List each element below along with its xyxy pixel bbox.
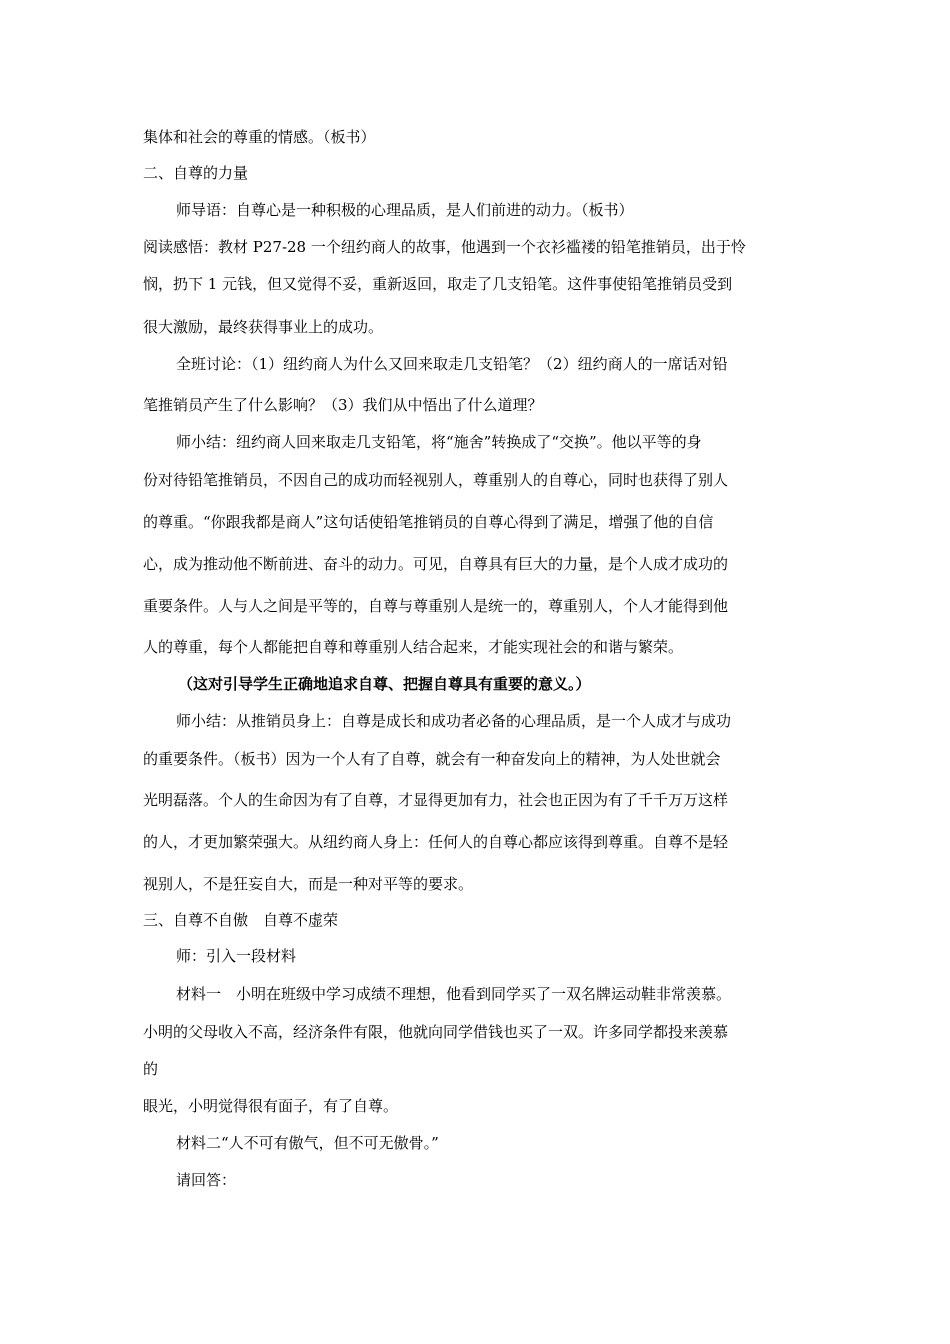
text-line: 材料一 小明在班级中学习成绩不理想，他看到同学买了一双名牌运动鞋非常羡慕。 <box>176 985 732 1003</box>
text-line: 请回答： <box>176 1171 237 1189</box>
text-line: 份对待铅笔推销员，不因自己的成功而轻视别人，尊重别人的自尊心，同时也获得了别人 <box>143 471 729 489</box>
text-line: 很大激励，最终获得事业上的成功。 <box>143 318 384 336</box>
text-line: 视别人，不是狂妄自大，而是一种对平等的要求。 <box>143 875 474 893</box>
text-line: 师小结：纽约商人回来取走几支铅笔，将“施舍”转换成了“交换”。他以平等的身 <box>176 433 702 451</box>
text-line: 小明的父母收入不高，经济条件有限，他就向同学借钱也买了一双。许多同学都投来羡慕 <box>143 1023 729 1041</box>
text-line: 材料二“人不可有傲气，但不可无傲骨。” <box>176 1134 439 1152</box>
text-line: 悯，扔下 1 元钱，但又觉得不妥，重新返回，取走了几支铅笔。这件事使铅笔推销员受到 <box>143 275 733 293</box>
text-line: 人的尊重，每个人都能把自尊和尊重别人结合起来，才能实现社会的和谐与繁荣。 <box>143 638 684 656</box>
section-heading: 二、自尊的力量 <box>143 164 249 182</box>
text-line: 的尊重。“你跟我都是商人”这句话使铅笔推销员的自尊心得到了满足，增强了他的自信 <box>143 513 714 531</box>
text-line: 师导语：自尊心是一种积极的心理品质，是人们前进的动力。（板书） <box>176 201 634 219</box>
text-line: 笔推销员产生了什么影响？（3）我们从中悟出了什么道理？ <box>143 396 543 414</box>
text-line: 眼光，小明觉得很有面子，有了自尊。 <box>143 1097 399 1115</box>
text-line: 师：引入一段材料 <box>176 947 297 965</box>
text-line: 的人，才更加繁荣强大。从纽约商人身上：任何人的自尊心都应该得到尊重。自尊不是轻 <box>143 833 729 851</box>
text-line: 的重要条件。（板书）因为一个人有了自尊，就会有一种奋发向上的精神，为人处世就会 <box>143 750 721 768</box>
text-line: 光明磊落。个人的生命因为有了自尊，才显得更加有力，社会也正因为有了千千万万这样 <box>143 791 729 809</box>
text-line: 集体和社会的尊重的情感。（板书） <box>143 128 376 146</box>
text-line: 心，成为推动他不断前进、奋斗的动力。可见，自尊具有巨大的力量，是个人成才成功的 <box>143 555 729 573</box>
text-line: 阅读感悟：教材 P27-28 一个纽约商人的故事，他遇到一个衣衫褴褛的铅笔推销员，出于怜 <box>143 238 746 256</box>
text-line: 师小结：从推销员身上：自尊是成长和成功者必备的心理品质，是一个人成才与成功 <box>176 712 732 730</box>
text-line: 的 <box>143 1060 159 1078</box>
section-heading: 三、自尊不自傲 自尊不虚荣 <box>143 911 339 929</box>
bold-note: （这对引导学生正确地追求自尊、把握自尊具有重要的意义。） <box>178 675 591 693</box>
text-line: 全班讨论：（1）纽约商人为什么又回来取走几支铅笔？（2）纽约商人的一席话对铅 <box>176 355 728 373</box>
text-line: 重要条件。人与人之间是平等的，自尊与尊重别人是统一的，尊重别人，个人才能得到他 <box>143 597 729 615</box>
